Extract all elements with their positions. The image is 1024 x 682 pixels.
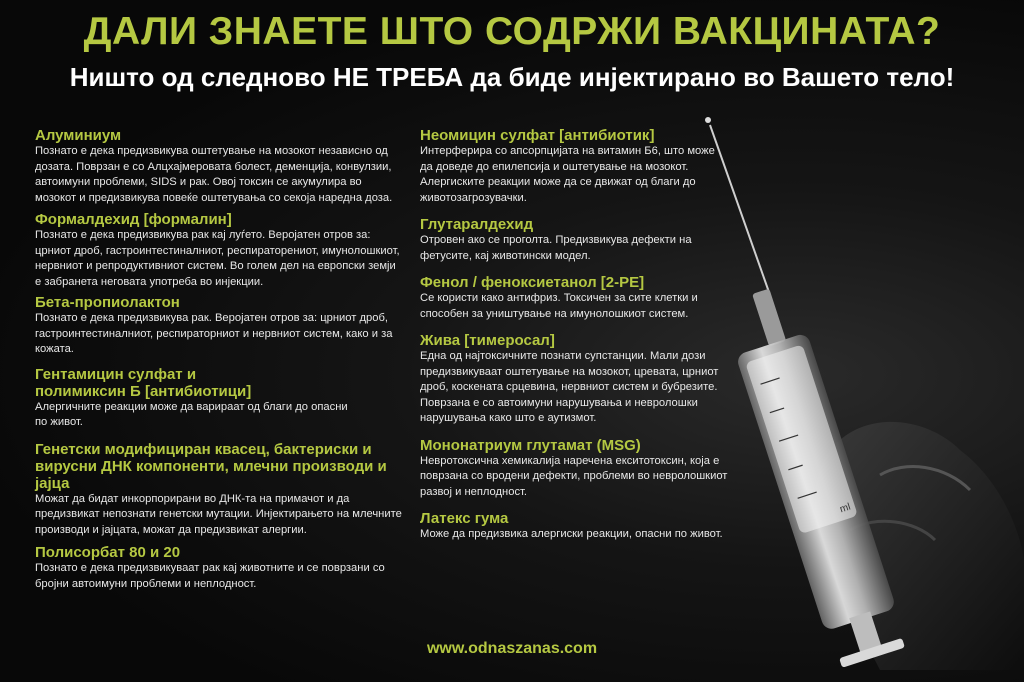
left-column [35, 127, 405, 598]
syringe-scale-label: ml [838, 501, 853, 516]
list-item [420, 510, 760, 543]
list-item [35, 441, 405, 539]
list-item [35, 366, 405, 431]
item-description: Познато е дека предизвикува рак кај луѓето. Веројатен отров за: црниот дроб, гастроинтестиналниот, респираторениот, имунолошкиот, нервниот и репродуктивниот систем. Во голем дел на европски земји е забранета неговата употреба во инјекции. [35, 229, 400, 288]
item-title: Формалдехид [формалин] [35, 211, 232, 228]
item-description: Познато е дека предизвикува рак. Веројатен отров за: црниот дроб, гастроинтестиналниот, респираторниот и нервниот систем, како и за кожата. [35, 312, 393, 355]
list-item [35, 127, 405, 206]
item-title: Неомицин сулфат [антибиотик] [420, 127, 655, 144]
footer-url[interactable]: www.odnaszanas.com [426, 640, 598, 657]
item-title: Жива [тимеросал] [420, 332, 555, 349]
item-title: Полисорбат 80 и 20 [35, 544, 181, 561]
item-description: Една од најтоксичните познати супстанции. Мали дози предизвикуваат оштетување на мозокот, цревата, црниот дроб, коскената срцевина, нервниот систем и бубрезите. Поврзана е со автоимуни нарушувања и невролошки нарушувања како што е аутизмот. [420, 350, 719, 424]
page-title: ДАЛИ ЗНАЕТЕ ШТО СОДРЖИ ВАКЦИНАТА? [83, 10, 941, 53]
item-title: Фенол / феноксиетанол [2-PE] [420, 274, 645, 291]
list-item [35, 211, 405, 290]
item-title: Глутаралдехид [420, 216, 534, 233]
item-description: Познато е дека предизвикуваат рак кај животните и се поврзани со бројни автоимуни проблеми и неплодност. [35, 562, 385, 590]
item-description: Може да предизвика алергиски реакции, опасни по живот. [420, 528, 723, 540]
right-column [420, 127, 760, 549]
item-description: Познато е дека предизвикува оштетување на мозокот независно од дозата. Поврзан е со Алцхајмеровата болест, деменција, конвулзии, автоимуни проблеми, SIDS и рак. Овој токсин се акумулира во мозокот и предизвикува повеќе оштетувања со секоја наредна доза. [35, 145, 393, 204]
list-item [35, 544, 405, 592]
item-title: Латекс гума [420, 510, 509, 527]
item-description: Алергичните реакции може да варираат од благи до опасни по живот. [35, 400, 348, 428]
item-description: Можат да бидат инкорпорирани во ДНК-та на примачот и да предизвикат непознати генетски мутации. Инјектирањето на млечните производи и јајцата, можат да предизвикат алергии. [35, 492, 402, 536]
item-title: Бета-пропиолактон [35, 294, 180, 311]
item-description: Интерферира со апсорпцијата на витамин Б6, што може да доведе до епилепсија и оштетување на мозокот. Алергиските реакции може да се движат од благи до животозагрозувачки. [420, 145, 715, 204]
list-item [35, 294, 405, 358]
list-item [420, 216, 760, 264]
list-item [420, 332, 760, 427]
list-item [420, 274, 760, 322]
page-subtitle: Ништо од следново НЕ ТРЕБА да биде инјектирано во Вашето тело! [69, 62, 955, 92]
item-title: Генетски модифициран квасец, бактериски и вирусни ДНК компоненти, млечни производи и јајца [35, 440, 387, 492]
list-item [420, 127, 760, 206]
item-description: Невротоксична хемикалија наречена екситотоксин, која е поврзана со вродени дефекти, проблеми во невролошкиот развој и неплодност. [420, 454, 728, 498]
item-title: Мононатриум глутамат (MSG) [420, 436, 641, 454]
item-title: Гентамицин сулфат и полимиксин Б [антибиотици] [35, 365, 252, 400]
item-title: Алуминиум [35, 127, 122, 144]
list-item [420, 437, 760, 501]
item-description: Отровен ако се проголта. Предизвикува дефекти на фетусите, кај животински модел. [420, 234, 692, 262]
item-description: Се користи како антифриз. Токсичен за сите клетки и способен за уништување на имунолошкиот систем. [420, 292, 698, 320]
